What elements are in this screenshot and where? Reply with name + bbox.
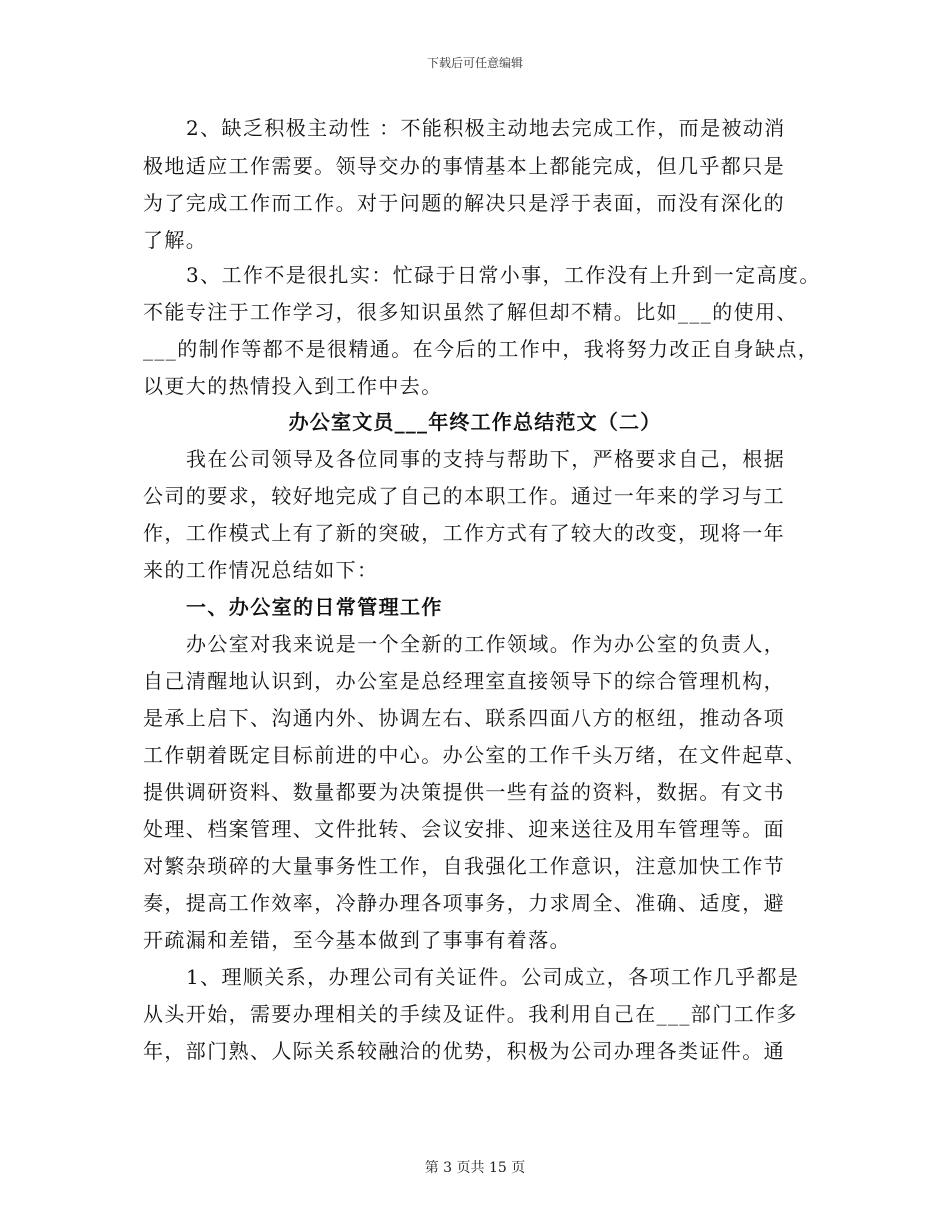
section-title: 办公室文员___年终工作总结范文（二）	[288, 410, 662, 434]
paragraph-line: 奏，提高工作效率，冷静办理各项事务，力求周全、准确、适度，避	[143, 891, 785, 915]
paragraph-line: ___的制作等都不是很精通。在今后的工作中，我将努力改正自身缺点，	[143, 337, 820, 361]
paragraph-line: 工作朝着既定目标前进的中心。办公室的工作千头万绪，在文件起草、	[143, 743, 807, 767]
paragraph-line: 了解。	[143, 228, 208, 252]
paragraph-line: 2、缺乏积极主动性 ：不能积极主动地去完成工作，而是被动消	[186, 116, 786, 140]
paragraph-line: 来的工作情况总结如下：	[143, 558, 379, 582]
paragraph-line: 我在公司领导及各位同事的支持与帮助下，严格要求自己，根据	[186, 447, 786, 471]
paragraph-line: 年，部门熟、人际关系较融洽的优势，积极为公司办理各类证件。通	[143, 1039, 785, 1063]
paragraph-line: 开疏漏和差错，至今基本做到了事事有着落。	[143, 928, 571, 952]
paragraph-line: 3、工作不是很扎实：忙碌于日常小事，工作没有上升到一定高度。	[186, 263, 821, 287]
paragraph-line: 处理、档案管理、文件批转、会议安排、迎来送往及用车管理等。面	[143, 817, 785, 841]
page-footer: 第 3 页共 15 页	[424, 1160, 526, 1176]
paragraph-line: 公司的要求，较好地完成了自己的本职工作。通过一年来的学习与工	[143, 484, 785, 508]
paragraph-line: 1、理顺关系，办理公司有关证件。公司成立，各项工作几乎都是	[186, 965, 800, 989]
paragraph-line: 对繁杂琐碎的大量事务性工作，自我强化工作意识，注意加快工作节	[143, 854, 785, 878]
paragraph-line: 为了完成工作而工作。对于问题的解决只是浮于表面，而没有深化的	[143, 191, 785, 215]
paragraph-line: 自己清醒地认识到，办公室是总经理室直接领导下的综合管理机构，	[143, 669, 785, 693]
paragraph-line: 从头开始，需要办理相关的手续及证件。我利用自己在___部门工作多	[143, 1002, 798, 1026]
paragraph-line: 以更大的热情投入到工作中去。	[143, 374, 443, 398]
paragraph-line: 办公室对我来说是一个全新的工作领域。作为办公室的负责人，	[186, 632, 786, 656]
page-header: 下载后可任意编辑	[426, 56, 523, 70]
paragraph-line: 作，工作模式上有了新的突破，工作方式有了较大的改变，现将一年	[143, 521, 785, 545]
paragraph-line: 极地适应工作需要。领导交办的事情基本上都能完成，但几乎都只是	[143, 154, 785, 178]
paragraph-line: 提供调研资料、数量都要为决策提供一些有益的资料，数据。有文书	[143, 780, 785, 804]
paragraph-line: 是承上启下、沟通内外、协调左右、联系四面八方的枢纽，推动各项	[143, 706, 785, 730]
subheading: 一、办公室的日常管理工作	[186, 595, 443, 619]
paragraph-line: 不能专注于工作学习，很多知识虽然了解但却不精。比如___的使用、	[143, 300, 798, 324]
